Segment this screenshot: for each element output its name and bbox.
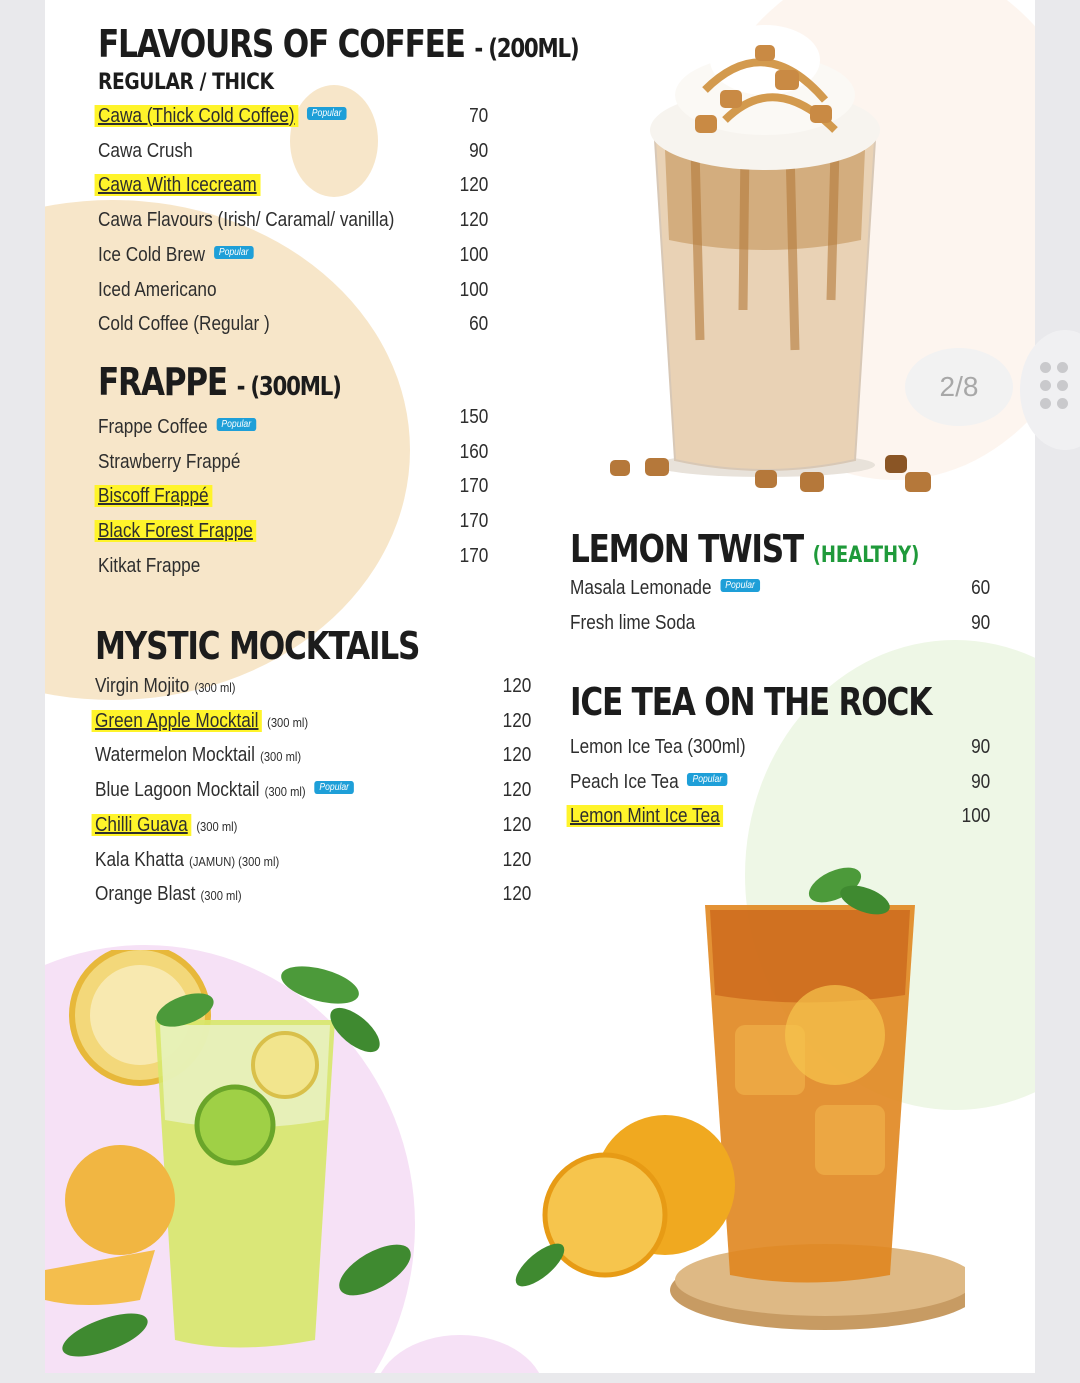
coffee-menu-item	[98, 279, 488, 309]
item-size-note: (300 ml)	[196, 818, 238, 834]
item-name	[98, 485, 212, 508]
mocktails-menu-item	[95, 883, 531, 913]
item-size-note: (300 ml)	[260, 749, 302, 765]
item-name	[95, 883, 242, 906]
item-label: Kitkat Frappe	[98, 554, 201, 577]
item-price: 120	[502, 709, 531, 732]
item-label: Green Apple Mocktail	[92, 710, 262, 732]
coffee-menu-item	[98, 174, 488, 204]
item-name	[98, 209, 394, 232]
mocktails-menu-item	[95, 779, 531, 809]
item-price: 150	[459, 406, 488, 428]
mocktails-menu-item	[95, 744, 531, 774]
item-price: 100	[459, 243, 488, 266]
item-price: 90	[970, 736, 990, 758]
item-label: Black Forest Frappe	[95, 520, 257, 542]
icetea-menu-item	[570, 736, 990, 766]
mocktails-menu-item	[95, 710, 531, 740]
mojito-drink-image	[45, 950, 425, 1370]
item-name	[95, 849, 279, 872]
item-label: Orange Blast	[95, 883, 196, 906]
item-name	[98, 140, 193, 163]
item-price: 120	[502, 883, 531, 906]
item-label: Virgin Mojito	[95, 675, 190, 697]
item-price: 120	[502, 675, 531, 697]
popular-badge: Popular	[314, 781, 354, 794]
item-price: 90	[970, 611, 990, 634]
item-label: Iced Americano	[98, 278, 217, 301]
item-name	[98, 416, 256, 439]
item-name	[98, 279, 217, 302]
item-label: Frappe Coffee	[98, 416, 208, 438]
item-price: 120	[459, 174, 488, 197]
item-label: Kala Khatta	[95, 848, 184, 871]
item-size-note: (300 ml)	[264, 784, 306, 800]
item-name	[95, 814, 237, 837]
page-indicator: 2/8	[905, 348, 1013, 426]
item-name	[570, 805, 723, 828]
item-price: 120	[502, 744, 531, 767]
item-name	[98, 174, 260, 197]
item-size-note: (300 ml)	[194, 680, 236, 695]
item-name	[98, 105, 347, 128]
item-label: Cawa Crush	[98, 139, 193, 162]
item-label: Ice Cold Brew	[98, 243, 206, 266]
icetea-drink-image	[485, 845, 965, 1345]
mocktails-menu-item	[95, 814, 531, 844]
coffee-subheading: REGULAR / THICK	[98, 70, 274, 95]
item-name	[570, 577, 760, 600]
coffee-menu-item	[98, 244, 488, 274]
item-price: 90	[468, 139, 488, 162]
item-label: Peach Ice Tea	[570, 770, 679, 793]
item-price: 100	[961, 805, 990, 828]
frappe-menu-item	[98, 510, 488, 550]
frappe-menu-item	[98, 544, 488, 585]
item-label: Fresh lime Soda	[570, 611, 696, 634]
item-name	[98, 451, 240, 474]
lemon-heading: LEMON TWIST (HEALTHY)	[570, 527, 920, 571]
item-price: 170	[459, 510, 488, 533]
item-label: Cawa Flavours (Irish/ Caramal/ vanilla)	[98, 209, 395, 232]
item-name	[98, 244, 254, 267]
item-price: 160	[459, 440, 488, 463]
icetea-menu-item	[570, 805, 990, 835]
item-name	[95, 675, 236, 698]
item-name	[95, 779, 354, 802]
frappe-drink-image	[605, 10, 945, 510]
item-label: Cawa With Icecream	[95, 174, 261, 196]
item-price: 170	[459, 475, 488, 498]
popular-badge: Popular	[216, 418, 256, 431]
lemon-menu-item	[570, 612, 990, 642]
item-name	[570, 736, 746, 759]
item-price: 120	[502, 848, 531, 871]
item-price: 100	[459, 278, 488, 301]
frappe-menu-item	[98, 475, 488, 515]
item-price: 60	[468, 313, 488, 336]
lemon-menu-item	[570, 577, 990, 607]
mocktails-menu-item	[95, 675, 531, 705]
item-name	[570, 771, 727, 794]
item-label: Biscoff Frappé	[95, 485, 212, 507]
item-name	[98, 313, 270, 336]
item-name	[98, 555, 200, 578]
item-label: Cold Coffee (Regular )	[98, 313, 270, 336]
item-price: 120	[459, 209, 488, 232]
icetea-menu-item	[570, 771, 990, 801]
popular-badge: Popular	[720, 579, 760, 592]
coffee-menu-item	[98, 209, 488, 239]
item-price: 170	[459, 544, 488, 567]
item-price: 120	[502, 813, 531, 836]
popular-badge: Popular	[307, 107, 347, 120]
item-name	[98, 520, 256, 543]
item-price: 120	[502, 779, 531, 802]
item-label: Watermelon Mocktail	[95, 744, 255, 767]
item-price: 90	[970, 770, 990, 793]
item-label: Lemon Mint Ice Tea	[567, 805, 724, 827]
item-label: Chilli Guava	[92, 814, 192, 836]
item-label: Cawa (Thick Cold Coffee)	[95, 105, 298, 127]
item-label: Masala Lemonade	[570, 577, 712, 599]
item-name	[570, 612, 695, 635]
item-label: Blue Lagoon Mocktail	[95, 779, 260, 802]
item-size-note: (300 ml)	[267, 714, 309, 730]
popular-badge: Popular	[214, 246, 254, 259]
item-price: 60	[970, 577, 990, 599]
menu-page	[45, 0, 1035, 1373]
coffee-heading: FLAVOURS OF COFFEE - (200ML)	[98, 22, 579, 66]
item-size-note: (300 ml)	[200, 888, 242, 904]
item-name	[95, 710, 308, 733]
icetea-heading: ICE TEA ON THE ROCK	[570, 680, 932, 724]
item-name	[95, 744, 301, 767]
item-label: Lemon Ice Tea (300ml)	[570, 736, 746, 758]
item-price: 70	[468, 105, 488, 127]
frappe-heading: FRAPPE - (300ML)	[98, 360, 341, 404]
mocktails-menu-item	[95, 849, 531, 879]
item-size-note: (JAMUN) (300 ml)	[189, 853, 280, 869]
coffee-menu-item	[98, 313, 488, 343]
frappe-menu-item	[98, 440, 488, 481]
drag-handle-icon[interactable]	[1040, 362, 1074, 414]
popular-badge: Popular	[687, 773, 727, 786]
item-label: Strawberry Frappé	[98, 450, 241, 473]
frappe-menu-item	[98, 406, 488, 446]
coffee-menu-item	[98, 105, 488, 135]
coffee-menu-item	[98, 140, 488, 170]
mocktails-heading: MYSTIC MOCKTAILS	[95, 624, 420, 668]
